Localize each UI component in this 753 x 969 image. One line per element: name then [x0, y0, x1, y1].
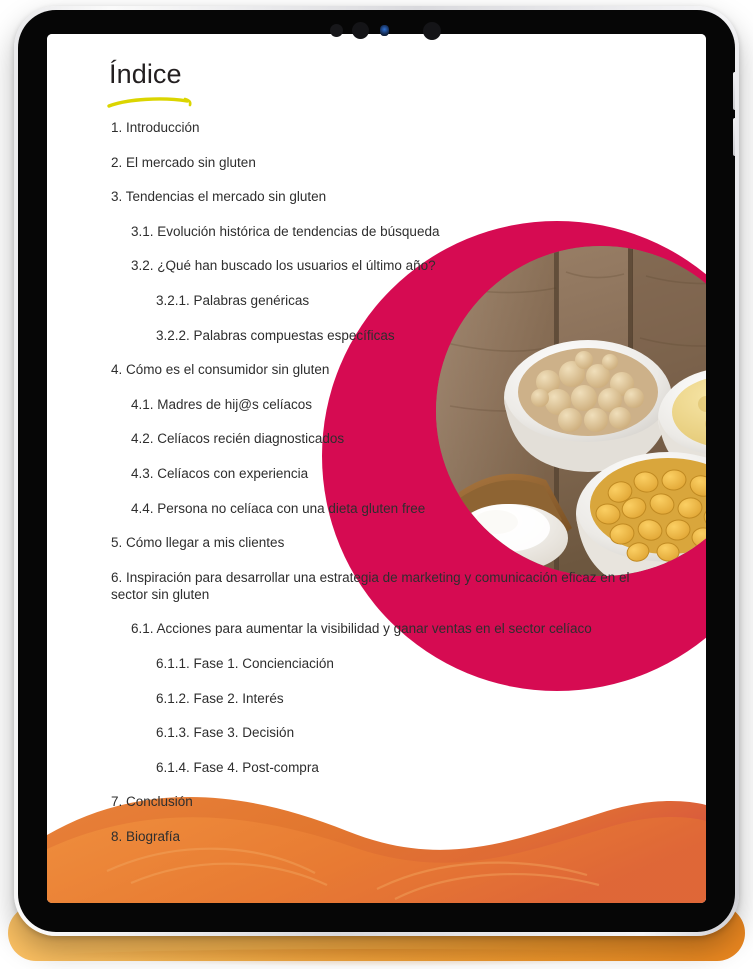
volume-up-button[interactable] [733, 72, 735, 110]
speaker-sensor-icon [423, 22, 441, 40]
table-of-contents [47, 119, 706, 862]
tablet-screen[interactable] [47, 34, 706, 903]
toc-entry[interactable]: 4.2. Celíacos recién diagnosticados [131, 431, 345, 447]
slide-content [47, 34, 706, 903]
toc-entry[interactable]: 1. Introducción [111, 120, 200, 135]
presentation-slide [47, 34, 706, 903]
volume-down-button[interactable] [733, 118, 735, 156]
toc-entry[interactable]: 6. Inspiración para desarrollar una estrategia de marketing y comunicación eficaz en el sector sin gluten [111, 569, 630, 602]
toc-entry[interactable]: 4. Cómo es el consumidor sin gluten [111, 362, 330, 378]
toc-entry[interactable]: 3. Tendencias el mercado sin gluten [111, 189, 327, 205]
tablet-bezel [18, 10, 735, 932]
toc-entry[interactable]: 3.2.2. Palabras compuestas específicas [156, 327, 395, 343]
toc-entry[interactable]: 6.1.2. Fase 2. Interés [156, 690, 284, 706]
sensor-row [18, 22, 735, 38]
toc-entry[interactable]: 3.2.1. Palabras genéricas [156, 292, 310, 308]
proximity-sensor-icon [330, 24, 343, 37]
toc-entry[interactable]: 2. El mercado sin gluten [111, 154, 256, 170]
toc-entry[interactable]: 6.1.4. Fase 4. Post-compra [156, 759, 319, 775]
ambient-light-sensor-icon [352, 22, 369, 39]
toc-entry[interactable]: 3.1. Evolución histórica de tendencias de búsqueda [131, 223, 440, 239]
tablet-device [14, 6, 739, 936]
toc-entry[interactable]: 7. Conclusión [111, 794, 193, 810]
toc-entry[interactable]: 5. Cómo llegar a mis clientes [111, 535, 285, 551]
toc-entry[interactable]: 6.1.1. Fase 1. Concienciación [156, 655, 334, 671]
title-underline-stroke [107, 94, 193, 110]
page-title: Índice [109, 59, 182, 89]
toc-entry[interactable]: 3.2. ¿Qué han buscado los usuarios el último año? [131, 258, 436, 274]
toc-entry[interactable]: 4.3. Celíacos con experiencia [131, 465, 309, 481]
toc-entry[interactable]: 8. Biografía [111, 828, 181, 844]
toc-entry[interactable]: 4.4. Persona no celíaca con una dieta gluten free [131, 500, 426, 516]
toc-entry[interactable]: 6.1. Acciones para aumentar la visibilidad y ganar ventas en el sector celíaco [131, 621, 592, 637]
toc-entry[interactable]: 6.1.3. Fase 3. Decisión [156, 725, 295, 741]
toc-entry[interactable]: 4.1. Madres de hij@s celíacos [131, 396, 313, 412]
front-camera-icon [380, 25, 389, 36]
